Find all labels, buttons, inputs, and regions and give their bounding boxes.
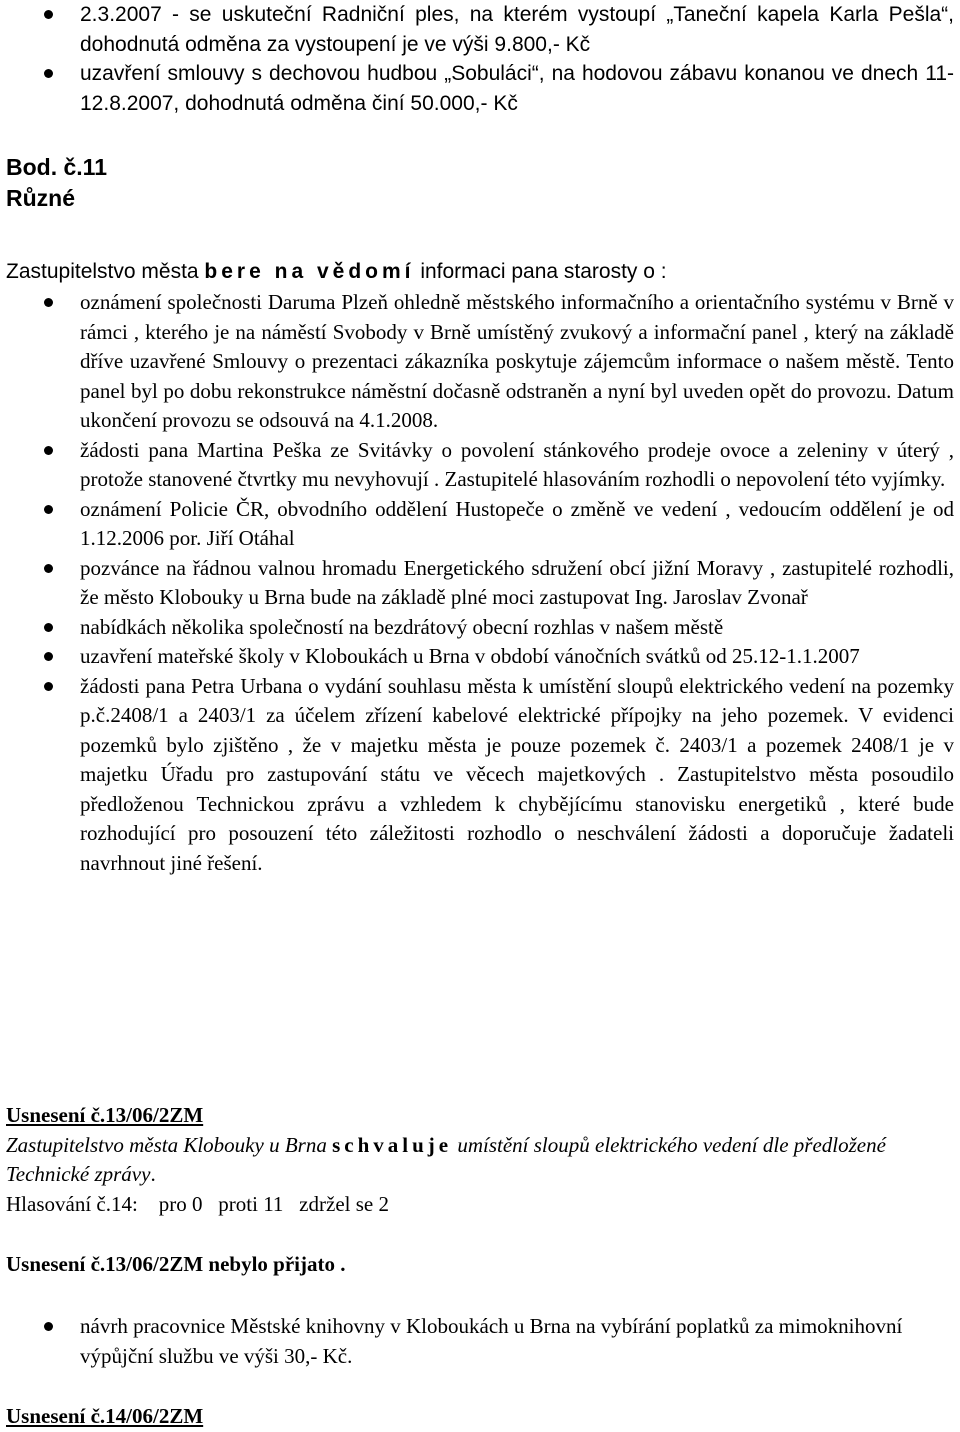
resolution-text-end: . <box>150 1162 156 1186</box>
list-item: žádosti pana Petra Urbana o vydání souhlasu města k umístění sloupů elektrického vedení na pozemky p.č.2408/1 a 2403/1 za účelem zřízení kabelové elektrické přípojky na jeho pozemek. V evidenci pozemků bylo zjištěno , že v majetku města je pouze pozemek č. 2403/1 a pozemek 2408/1 je v majetku Úřadu pro zastupování státu ve věcech majetkových . Zastupitelstvo města posoudilo předloženou Technickou zprávu a vzhledem k chybějícímu stanovisku energetiků , které bude rozhodující pro posouzení této záležitosti rozhodlo o neschválení žádosti a doporučuje žadateli navrhnout jiné řešení. <box>6 672 954 879</box>
list-item: oznámení Policie ČR, obvodního oddělení Hustopeče o změně ve vedení , vedoucím oddělení je od 1.12.2006 por. Jiří Otáhal <box>6 495 954 554</box>
list-item: pozvánce na řádnou valnou hromadu Energetického sdružení obcí jižní Moravy , zastupitelé rozhodli, že město Klobouky u Brna bude na základě plné moci zastupovat Ing. Jaroslav Zvonař <box>6 554 954 613</box>
resolution-result: Usnesení č.13/06/2ZM nebylo přijato . <box>6 1252 346 1276</box>
list-item: uzavření smlouvy s dechovou hudbou „Sobuláci“, na hodovou zábavu konanou ve dnech 11-12.8.2007, dohodnutá odměna činí 50.000,- Kč <box>6 59 954 118</box>
section-title: Různé <box>6 185 75 211</box>
section-number: Bod. č.11 <box>6 154 107 180</box>
list-item: nabídkách několika společností na bezdrátový obecní rozhlas v našem městě <box>6 613 954 643</box>
list-item: oznámení společnosti Daruma Plzeň ohledně městského informačního a orientačního systému v Brně v rámci , kterého je na náměstí Svobody v Brně umístěný zvukový a informační panel , který na základě dříve uzavřené Smlouvy o prezentaci zákazníka poskytuje zájemcům informace o našem městě. Tento panel byl po dobu rekonstrukce náměstní dočasně odstraněn a nyní byl uveden opět do provozu. Datum ukončení provozu se odsouvá na 4.1.2008. <box>6 288 954 436</box>
section-header <box>6 152 954 214</box>
list-item: žádosti pana Martina Peška ze Svitávky o povolení stánkového prodeje ovoce a zeleniny v úterý , protože stanovené čtvrtky mu nevyhovují . Zastupitelé hlasováním rozhodli o nepovolení této vyjímky. <box>6 436 954 495</box>
list-item: 2.3.2007 - se uskuteční Radniční ples, na kterém vystoupí „Taneční kapela Karla Pešla“, dohodnutá odměna za vystoupení je ve výši 9.800,- Kč <box>6 0 954 59</box>
resolution-text-before: Zastupitelstvo města Klobouky u Brna <box>6 1132 333 1157</box>
intro-spaced: bere na vědomí <box>204 260 415 283</box>
resolution-block <box>6 1101 954 1219</box>
list-item: uzavření mateřské školy v Kloboukách u Brna v období vánočních svátků od 25.12-1.1.2007 <box>6 642 954 672</box>
top-list <box>6 0 954 118</box>
list-item: návrh pracovnice Městské knihovny v Kloboukách u Brna na vybírání poplatků za mimoknihovní výpůjční službu ve výši 30,- Kč. <box>6 1312 954 1371</box>
resolution-heading: Usnesení č.13/06/2ZM <box>6 1103 204 1127</box>
items-list <box>6 288 954 878</box>
intro-paragraph <box>6 257 954 287</box>
resolution2-heading: Usnesení č.14/06/2ZM <box>6 1404 204 1428</box>
resolution-spaced: schvaluje <box>332 1132 453 1157</box>
resolution-text-after: umístění sloupů elektrického vedení dle předložené Technické zprávy <box>6 1132 886 1186</box>
resolution-text <box>6 1131 954 1190</box>
vote-line: Hlasování č.14: pro 0 proti 11 zdržel se 2 <box>6 1191 389 1216</box>
intro-after: informaci pana starosty o : <box>414 260 667 283</box>
after-list <box>6 1312 954 1371</box>
intro-before: Zastupitelstvo města <box>6 260 205 283</box>
